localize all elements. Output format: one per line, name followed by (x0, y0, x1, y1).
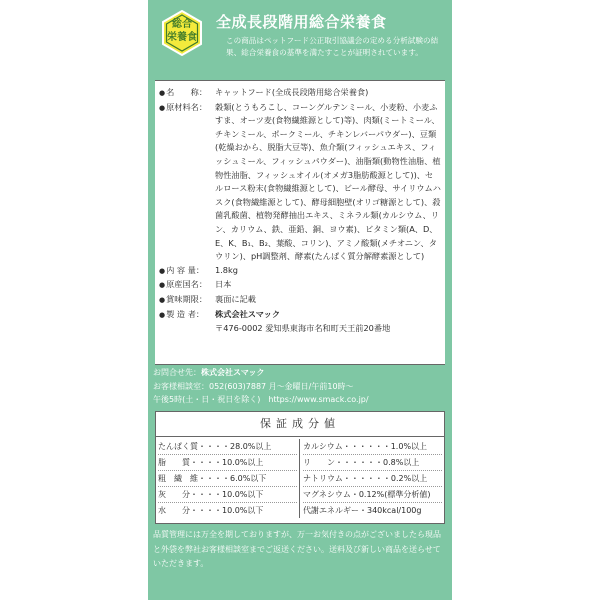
name-row (159, 86, 441, 101)
table-row: ナトリウム・・・・・・0.2%以上 (303, 471, 442, 487)
table-row: カルシウム・・・・・・1.0%以上 (303, 439, 442, 455)
bullet-icon: ● (159, 281, 166, 290)
content-value: 1.8kg (215, 264, 238, 275)
seal-line-1: 総合 (172, 19, 192, 30)
table-row: 代謝エネルギー・340kcal/100g (303, 506, 422, 515)
bullet-icon: ● (159, 295, 166, 304)
origin-label: 原産国名： (166, 279, 208, 290)
table-row: 粗 繊 維・・・・6.0%以下 (158, 471, 297, 487)
product-info-box (155, 80, 445, 365)
expiry-row (159, 293, 441, 308)
header (148, 0, 452, 80)
maker-value: 株式会社スマック (215, 308, 281, 319)
name-label: 名 称： (166, 87, 208, 97)
nutrition-seal (159, 10, 205, 56)
table-row: リ ン・・・・・・0.8%以上 (303, 455, 442, 471)
table-row: マグネシウム・0.12%(標準分析値) (303, 487, 442, 503)
maker-label: 製 造 者： (166, 308, 205, 319)
hours-line[interactable]: 午後5時(土・日・祝日を除く) https://www.smack.co.jp/ (153, 395, 369, 404)
origin-row (159, 278, 441, 293)
bullet-icon: ● (159, 89, 166, 97)
ingredients-label: 原材料名： (166, 101, 208, 112)
table-row: たんぱく質・・・・28.0%以上 (158, 439, 297, 455)
guaranteed-analysis-title: 保証成分値 (156, 412, 444, 437)
seal-text (159, 18, 205, 44)
guaranteed-left-column (158, 439, 300, 518)
package-panel (148, 0, 452, 600)
quality-note: 品質管理には万全を期しておりますが、万一お気付きの点がございましたら現品と外袋を弊社お客様相談室までご返送ください。送料及び新しい商品を送らせていただきます。 (153, 530, 441, 568)
guaranteed-right-column (300, 439, 442, 518)
maker-address: 〒476-0002 愛知県東海市名和町天王前20番地 (215, 323, 391, 334)
inquiry-label: お問合せ先： (153, 368, 201, 377)
content-label: 内 容 量： (166, 264, 205, 275)
maker-row (159, 308, 441, 323)
guaranteed-analysis-table (155, 411, 445, 524)
content-row (159, 264, 441, 279)
bullet-icon: ● (159, 266, 166, 275)
contact-info (148, 366, 452, 407)
table-row: 脂 質・・・・10.0%以上 (158, 455, 297, 471)
seal-line-2: 栄養食 (167, 32, 197, 43)
name-value: キャットフード(全成長段階用総合栄養食) (215, 87, 369, 97)
table-row: 水 分・・・・10.0%以下 (158, 506, 264, 515)
page-title: 全成長段階用総合栄養食 (216, 13, 387, 31)
subtitle: この商品はペットフード公正取引協議会の定める分析試験の結果、総合栄養食の基準を満たすことが証明されています。 (226, 36, 439, 57)
origin-value: 日本 (215, 279, 232, 290)
inquiry-name: 株式会社スマック (201, 368, 265, 377)
expiry-label: 賞味期限： (166, 293, 208, 304)
bullet-icon: ● (159, 103, 166, 112)
desk-line: お客様相談室：052(603)7887 月〜金曜日/午前10時〜 (153, 381, 354, 391)
ingredients-value: 穀類(とうもろこし、コーングルテンミール、小麦粉、小麦ふすま、オーツ麦(食物繊維源として)等)、肉類(ミートミール、チキンミール、ポークミール、チキンレバーパウダー)、豆類(乾燥おから、脱脂大豆等)、魚介類(フィッシュエキス、フィッシュミール、フィッシュパウダー)、油脂類(動物性油脂、植物性油脂、フィッシュオイル(オメガ3脂肪酸源として))、セルロース粉末(食物繊維源として)、ビール酵母、サイリウムハスク(食物繊維源として)、酵母細胞壁(オリゴ糖源として)、殺菌乳酸菌、植物発酵抽出エキス、ミネラル類(カルシウム、リン、カリウム、鉄、亜鉛、銅、ヨウ素)、ビタミン類(A、D、E、K、B₁、B₂、葉酸、コリン)、アミノ酸類(メチオニン、タウリン)、pH調整剤、酵素(たんぱく質分解酵素源として) (215, 101, 441, 262)
table-row: 灰 分・・・・10.0%以下 (158, 487, 297, 503)
expiry-value: 裏面に記載 (215, 293, 256, 304)
ingredients-row (159, 101, 441, 264)
bullet-icon: ● (159, 310, 166, 319)
